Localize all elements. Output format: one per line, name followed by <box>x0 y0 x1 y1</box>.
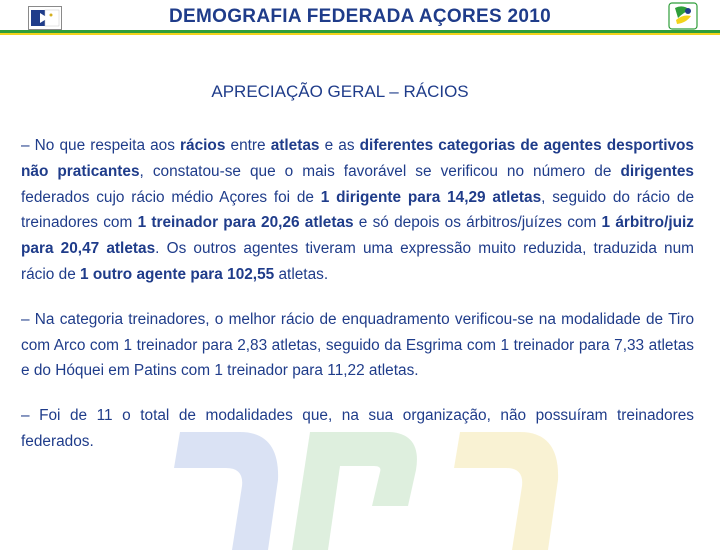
body-text-run: . Os outros agentes tiveram uma expressão muito reduzida, traduzida num rácio de <box>21 240 694 283</box>
emphasis-text: 1 treinador para 20,26 atletas <box>137 214 354 232</box>
emphasis-text: dirigentes <box>620 162 694 180</box>
body-text-run: e as <box>319 137 360 154</box>
emphasis-text: atletas <box>270 137 320 154</box>
body-text <box>21 133 694 474</box>
drd-logo <box>668 2 698 30</box>
body-text-run: – No que respeita aos <box>21 137 181 154</box>
emphasis-text: 1 outro agente para 102,55 <box>80 265 275 283</box>
header-bar <box>0 0 720 34</box>
presentation-title: DEMOGRAFIA FEDERADA AÇORES 2010 <box>169 6 551 27</box>
emphasis-text: 1 dirigente para 14,29 atletas <box>320 188 542 206</box>
body-text-run: , constatou-se que o mais favorável se verificou no número de <box>139 162 621 180</box>
header-stripe-yellow <box>0 33 720 35</box>
body-text-run: entre <box>225 137 271 154</box>
emphasis-text: 1 árbitro/juiz para 20,47 atletas <box>21 214 694 258</box>
emphasis-text: rácios <box>180 137 226 154</box>
body-text-run: federados cujo rácio médio Açores foi de <box>21 188 321 206</box>
emphasis-text: diferentes categorias de agentes desportivos não praticantes <box>21 137 694 180</box>
paragraph-ratios-overview <box>21 133 694 288</box>
body-text-run: – Foi de 11 o total de modalidades que, na sua organização, não possuíram treinadores federados. <box>21 407 694 450</box>
paragraph-coaches-category <box>21 307 694 384</box>
section-heading <box>0 82 720 102</box>
paragraph-modalities-without-coaches <box>21 403 694 455</box>
body-text-run: – Na categoria treinadores, o melhor rácio de enquadramento verificou-se na modalidade de Tiro com Arco com 1 treinador para 2,83 atletas, seguido da Esgrima com 1 treinador para 7,33 atletas e do Hóquei em Patins com 1 treinador para 11,22 atletas. <box>21 310 694 380</box>
body-text-run: e só depois os árbitros/juízes com <box>353 214 602 232</box>
body-text-run: atletas. <box>274 265 329 283</box>
section-heading-text: APRECIAÇÃO GERAL – RÁCIOS <box>211 82 469 101</box>
body-text-run: , seguido do rácio de treinadores com <box>21 188 694 232</box>
